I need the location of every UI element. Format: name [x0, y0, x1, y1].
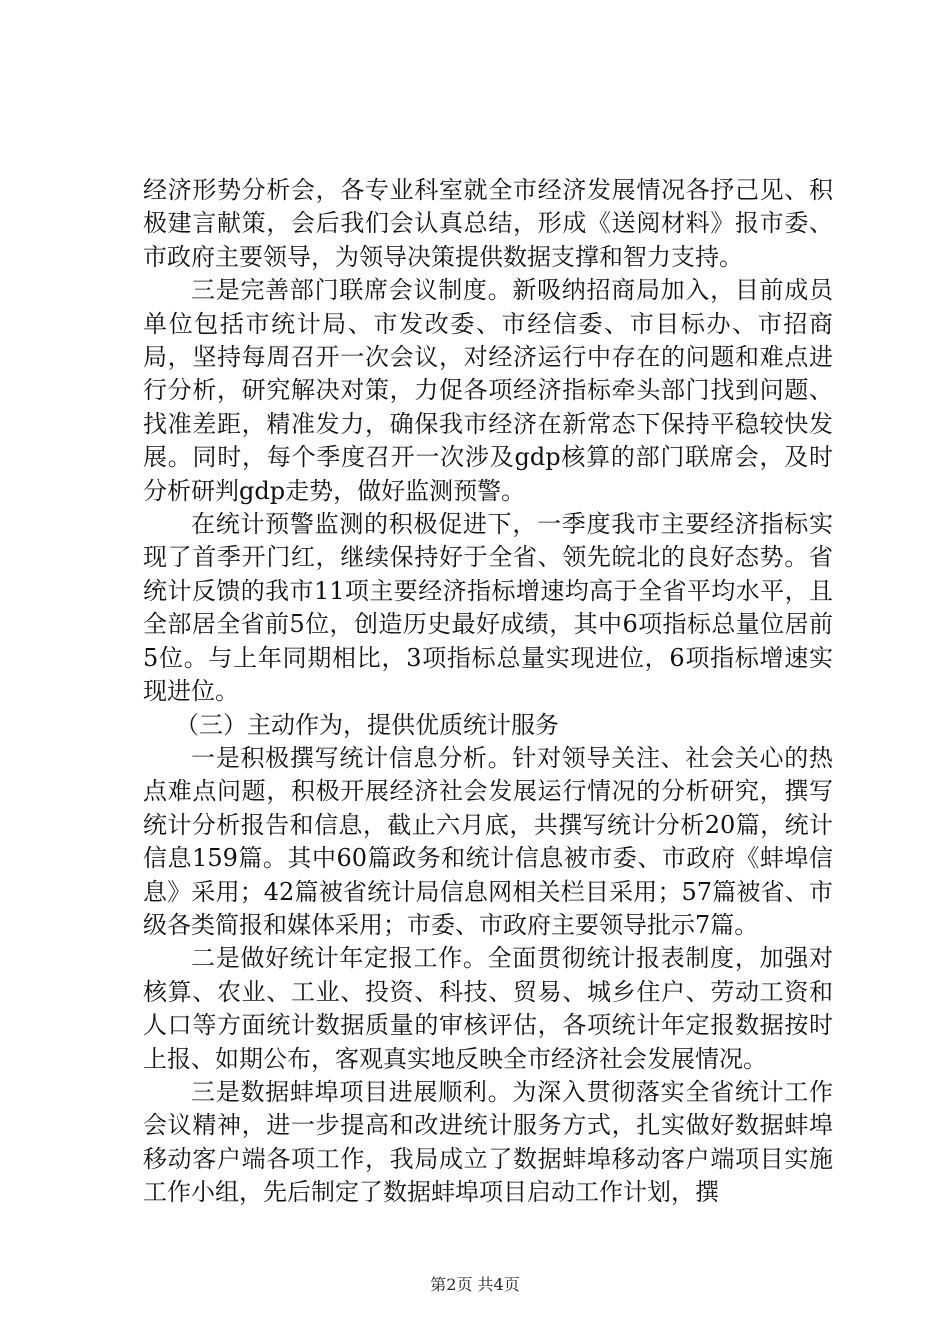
paragraph-information-analysis: 一是积极撰写统计信息分析。针对领导关注、社会关心的热点难点问题，积极开展经济社会发展运行情况的分析研究，撰写统计分析报告和信息，截止六月底，共撰写统计分析20篇，统计信息159篇。其中60篇政务和统计信息被市委、市政府《蚌埠信息》采用；42篇被省统计局信息网相关栏目采用；57篇被省、市级各类简报和媒体采用；市委、市政府主要领导批示7篇。 [143, 743, 833, 939]
document-body [143, 174, 833, 1210]
section-heading-statistical-service: （三）主动作为，提供优质统计服务 [175, 710, 559, 739]
paragraph-warning-monitoring: 在统计预警监测的积极促进下，一季度我市主要经济指标实现了首季开门红，继续保持好于全省、领先皖北的良好态势。省统计反馈的我市11项主要经济指标增速均高于全省平均水平，且全部居全省前5位，创造历史最好成绩，其中6项指标总量位居前5位。与上年同期相比，3项指标总量实现进位，6项指标增速实现进位。 [143, 510, 833, 706]
paragraph-data-bengbu-project: 三是数据蚌埠项目进展顺利。为深入贯彻落实全省统计工作会议精神，进一步提高和改进统计服务方式，扎实做好数据蚌埠移动客户端各项工作，我局成立了数据蚌埠移动客户端项目实施工作小组，先后制定了数据蚌埠项目启动工作计划，撰 [143, 1077, 833, 1207]
page-footer [0, 1272, 950, 1295]
paragraph-continuation: 经济形势分析会，各专业科室就全市经济发展情况各抒己见、积极建言献策，会后我们会认真总结，形成《送阅材料》报市委、市政府主要领导，为领导决策提供数据支撑和智力支持。 [143, 176, 833, 271]
paragraph-annual-reports: 二是做好统计年定报工作。全面贯彻统计报表制度，加强对核算、农业、工业、投资、科技、贸易、城乡住户、劳动工资和人口等方面统计数据质量的审核评估，各项统计年定报数据按时上报、如期公布，客观真实地反映全市经济社会发展情况。 [143, 944, 833, 1073]
paragraph-joint-meeting: 三是完善部门联席会议制度。新吸纳招商局加入，目前成员单位包括市统计局、市发改委、市经信委、市目标办、市招商局，坚持每周召开一次会议，对经济运行中存在的问题和难点进行分析，研究解决对策，力促各项经济指标牵头部门找到问题、找准差距，精准发力，确保我市经济在新常态下保持平稳较快发展。同时，每个季度召开一次涉及gdp核算的部门联席会，及时分析研判gdp走势，做好监测预警。 [143, 276, 833, 505]
page-number: 第2页 共4页 [430, 1275, 520, 1294]
